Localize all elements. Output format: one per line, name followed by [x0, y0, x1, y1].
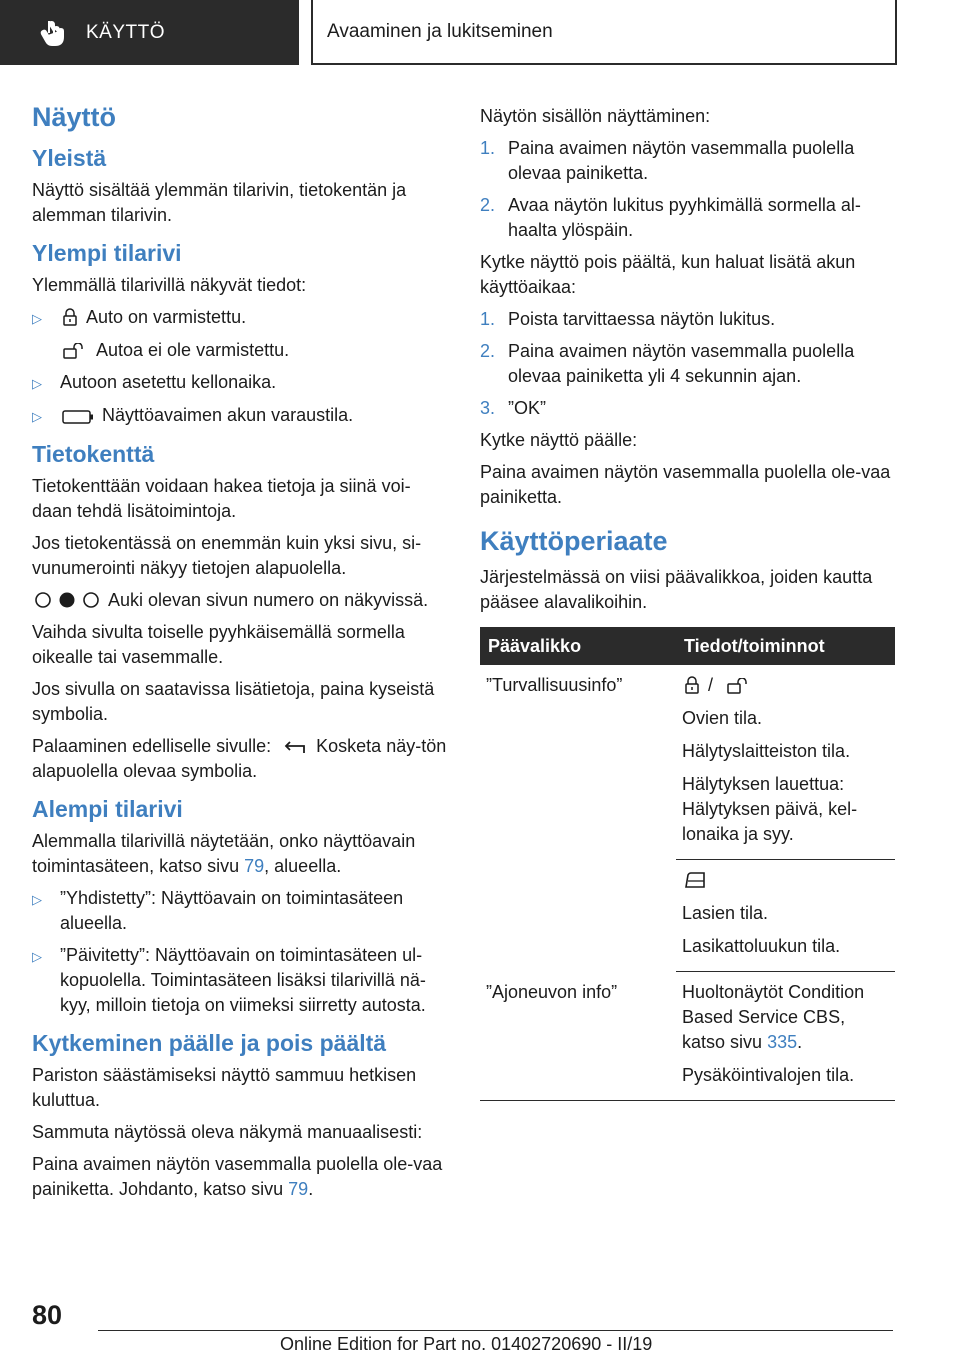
paragraph: Kytke näyttö päälle:	[480, 430, 638, 450]
table-header-row	[480, 627, 895, 665]
table-cell: Lasien tila. Lasikattoluukun tila.	[676, 860, 895, 972]
paragraph: Alemmalla tilarivillä näytetään, onko näyttöavain toimintasäteen, katso sivu 79, alueella.	[32, 831, 416, 876]
footer-divider	[98, 1330, 893, 1331]
battery-icon	[62, 410, 94, 424]
paragraph: Paina avaimen näytön vasemmalla puolella ole-vaa painiketta.	[480, 462, 891, 507]
heading-ylempi-tilarivi: Ylempi tilarivi	[32, 240, 182, 266]
lock-closed-icon	[684, 676, 700, 694]
menu-table	[480, 627, 895, 1101]
list-item-text: Paina avaimen näytön vasemmalla puolella olevaa painiketta yli 4 sekunnin ajan.	[508, 341, 855, 386]
bullet-triangle-icon: ▷	[32, 949, 42, 964]
paragraph: Jos sivulla on saatavissa lisätietoja, paina kyseistä symbolia.	[32, 679, 435, 724]
paragraph: Paina avaimen näytön vasemmalla puolella ole-vaa painiketta. Johdanto, katso sivu 79.	[32, 1154, 443, 1199]
heading-tietokentta: Tietokenttä	[32, 441, 155, 467]
paragraph: Kytke näyttö pois päältä, kun haluat lisätä akun käyttöaikaa:	[480, 252, 856, 297]
paragraph: Pariston säästämiseksi näyttö sammuu hetkisen kuluttua.	[32, 1065, 417, 1110]
back-arrow-icon	[284, 739, 308, 755]
paragraph: Näyttö sisältää ylemmän tilarivin, tietokentän ja alemman tilarivin.	[32, 180, 407, 225]
header-section-tab	[0, 0, 299, 65]
paragraph: Jos tietokentässä on enemmän kuin yksi sivu, si-vunumerointi näkyy tietojen alapuolella.	[32, 533, 422, 578]
bullet-triangle-icon: ▷	[32, 409, 42, 424]
list-item-text: Autoon asetettu kellonaika.	[60, 372, 277, 392]
heading-kayttoperiaate: Käyttöperiaate	[480, 526, 668, 556]
list-item-text: Näyttöavaimen akun varaustila.	[102, 405, 354, 425]
paragraph: Ylemmällä tilarivillä näkyvät tiedot:	[32, 275, 307, 295]
list-item	[480, 193, 895, 243]
table-header: Päävalikko	[480, 627, 676, 665]
paragraph: Sammuta näytössä oleva näkymä manuaalisesti:	[32, 1122, 423, 1142]
left-column	[32, 96, 450, 1209]
list-item-text: Avaa näytön lukitus pyyhkimällä sormella al-haalta ylöspäin.	[508, 195, 861, 240]
chapter-title: Avaaminen ja lukitseminen	[327, 20, 553, 42]
table-cell: / Ovien tila. Hälytyslaitteiston tila. Hälytyksen lauettua: Hälytyksen päivä, kel-lonaika ja syy.	[676, 665, 895, 860]
list-item	[32, 403, 450, 429]
table-header: Tiedot/toiminnot	[676, 627, 895, 665]
page-link[interactable]: 79	[288, 1179, 309, 1199]
lock-closed-icon	[62, 308, 78, 326]
table-cell: ”Turvallisuusinfo”	[486, 675, 623, 695]
paragraph: Palaaminen edelliselle sivulle: Kosketa näy-tön alapuolella olevaa symbolia.	[32, 736, 447, 781]
list-item	[480, 339, 895, 389]
window-icon	[684, 871, 706, 889]
section-label: KÄYTTÖ	[86, 21, 166, 43]
bullet-triangle-icon: ▷	[32, 311, 42, 326]
heading-alempi-tilarivi: Alempi tilarivi	[32, 796, 183, 822]
lock-open-icon	[726, 678, 752, 694]
paragraph: Järjestelmässä on viisi päävalikkoa, joiden kautta pääsee alavalikoihin.	[480, 567, 873, 612]
list-item	[32, 886, 450, 936]
step-number: 2.	[480, 341, 496, 361]
list-item	[480, 136, 895, 186]
table-row	[480, 665, 895, 860]
chapter-header	[311, 0, 897, 65]
footer-edition: Online Edition for Part no. 01402720690 - II/19	[280, 1334, 653, 1354]
list-item	[32, 370, 450, 396]
list-item-text: Poista tarvittaessa näytön lukitus.	[508, 309, 776, 329]
page-number: 80	[32, 1300, 63, 1330]
step-number: 2.	[480, 195, 496, 215]
page-link[interactable]: 335	[767, 1032, 798, 1052]
page-link[interactable]: 79	[244, 856, 265, 876]
table-cell: ”Ajoneuvon info”	[480, 972, 676, 1101]
bullet-triangle-icon: ▷	[32, 376, 42, 391]
step-number: 1.	[480, 138, 496, 158]
paragraph: Auki olevan sivun numero on näkyvissä.	[32, 588, 450, 613]
list-item-text: ”OK”	[508, 398, 546, 418]
list-item-text: ”Yhdistetty”: Näyttöavain on toimintasäteen alueella.	[60, 888, 404, 933]
heading-yleista: Yleistä	[32, 145, 107, 171]
list-item	[480, 307, 895, 332]
step-number: 1.	[480, 309, 496, 329]
right-column	[480, 104, 895, 1101]
paragraph: Tietokenttään voidaan hakea tietoja ja siinä voi-daan tehdä lisätoimintoja.	[32, 476, 411, 521]
table-row	[480, 972, 895, 1101]
list-item-text: Paina avaimen näytön vasemmalla puolella olevaa painiketta.	[508, 138, 855, 183]
list-item	[32, 943, 450, 1018]
bullet-triangle-icon: ▷	[32, 892, 42, 907]
list-item	[480, 396, 895, 421]
paragraph: Näytön sisällön näyttäminen:	[480, 106, 711, 126]
list-item	[32, 338, 450, 363]
list-item	[32, 305, 450, 331]
list-item-text: ”Päivitetty”: Näyttöavain on toimintasäteen ul-kopuolella. Toimintasäteen lisäksi tilarivillä nä-kyy, milloin tietoja on viimeksi siirretty autosta.	[60, 945, 426, 1015]
step-number: 3.	[480, 398, 496, 418]
page-title: Näyttö	[32, 102, 117, 132]
page-indicator-dots-icon	[34, 591, 100, 609]
paragraph: Vaihda sivulta toiselle pyyhkäisemällä sormella oikealle tai vasemmalle.	[32, 622, 405, 667]
lock-open-icon	[62, 343, 88, 359]
table-cell: Huoltonäytöt Condition Based Service CBS, katso sivu 335. Pysäköintivalojen tila.	[676, 972, 895, 1101]
pointing-hand-icon	[40, 19, 66, 47]
list-item-text: Autoa ei ole varmistettu.	[96, 340, 290, 360]
heading-kytkeminen: Kytkeminen päälle ja pois päältä	[32, 1030, 387, 1056]
list-item-text: Auto on varmistettu.	[86, 307, 247, 327]
